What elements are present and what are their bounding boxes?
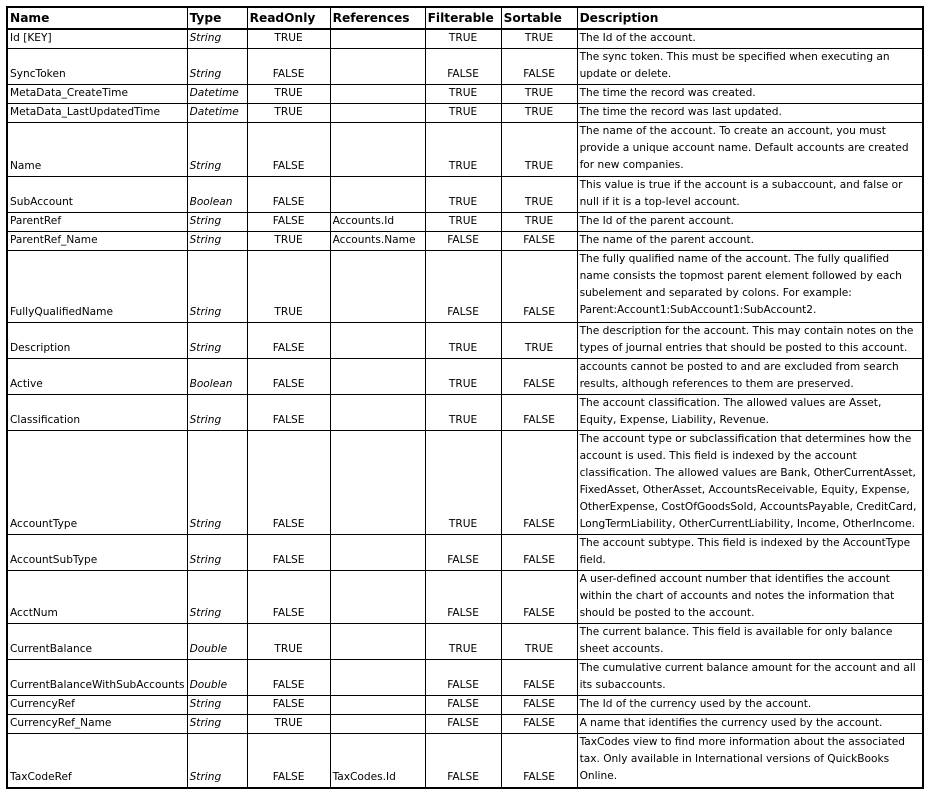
cell-readonly: FALSE: [247, 323, 330, 359]
cell-filterable: TRUE: [425, 85, 501, 104]
cell-filterable: TRUE: [425, 29, 501, 49]
cell-type: String: [187, 49, 247, 85]
cell-references: [330, 624, 425, 660]
cell-description: The Id of the currency used by the account.: [577, 696, 923, 715]
cell-references: [330, 715, 425, 734]
cell-sortable: FALSE: [501, 535, 577, 571]
cell-readonly: FALSE: [247, 359, 330, 395]
cell-references: [330, 177, 425, 213]
cell-references: [330, 535, 425, 571]
cell-sortable: TRUE: [501, 85, 577, 104]
cell-sortable: TRUE: [501, 123, 577, 177]
cell-description: The current balance. This field is available for only balance sheet accounts.: [577, 624, 923, 660]
cell-filterable: FALSE: [425, 660, 501, 696]
cell-references: [330, 395, 425, 431]
cell-name: FullyQualifiedName: [7, 251, 187, 323]
cell-readonly: FALSE: [247, 696, 330, 715]
cell-readonly: TRUE: [247, 232, 330, 251]
table-row: [7, 660, 923, 696]
header-sortable: Sortable: [501, 7, 577, 29]
header-readonly: ReadOnly: [247, 7, 330, 29]
cell-sortable: TRUE: [501, 213, 577, 232]
cell-type: String: [187, 251, 247, 323]
table-row: [7, 85, 923, 104]
cell-references: [330, 85, 425, 104]
cell-description: The account type or subclassification that determines how the account is used. This field is indexed by the account classification. The allowed values are Bank, OtherCurrentAsset, FixedAsset, OtherAsset, AccountsReceivable, Equity, Expense, OtherExpense, CostOfGoodsSold, AccountsPayable, CreditCard, LongTermLiability, OtherCurrentLiability, Income, OtherIncome.: [577, 431, 923, 535]
cell-description: TaxCodes view to find more information about the associated tax. Only available in International versions of QuickBooks Online.: [577, 734, 923, 788]
cell-type: String: [187, 734, 247, 788]
cell-readonly: FALSE: [247, 660, 330, 696]
table-row: [7, 715, 923, 734]
cell-references: [330, 431, 425, 535]
cell-type: Boolean: [187, 359, 247, 395]
cell-type: String: [187, 535, 247, 571]
cell-description: The account classification. The allowed values are Asset, Equity, Expense, Liability, Revenue.: [577, 395, 923, 431]
cell-readonly: TRUE: [247, 29, 330, 49]
cell-name: AccountSubType: [7, 535, 187, 571]
cell-filterable: FALSE: [425, 696, 501, 715]
table-row: [7, 177, 923, 213]
header-row: [7, 7, 923, 29]
cell-readonly: TRUE: [247, 85, 330, 104]
cell-name: ParentRef_Name: [7, 232, 187, 251]
cell-filterable: TRUE: [425, 323, 501, 359]
cell-references: [330, 104, 425, 123]
cell-name: CurrencyRef_Name: [7, 715, 187, 734]
cell-sortable: FALSE: [501, 359, 577, 395]
cell-readonly: FALSE: [247, 431, 330, 535]
cell-name: MetaData_CreateTime: [7, 85, 187, 104]
cell-filterable: TRUE: [425, 395, 501, 431]
cell-references: [330, 696, 425, 715]
cell-name: CurrentBalanceWithSubAccounts: [7, 660, 187, 696]
cell-sortable: FALSE: [501, 571, 577, 624]
cell-readonly: TRUE: [247, 624, 330, 660]
cell-filterable: TRUE: [425, 213, 501, 232]
cell-filterable: TRUE: [425, 177, 501, 213]
table-row: [7, 734, 923, 788]
table-row: [7, 431, 923, 535]
cell-type: String: [187, 395, 247, 431]
cell-description: The description for the account. This may contain notes on the types of journal entries that should be posted to this account.: [577, 323, 923, 359]
cell-filterable: FALSE: [425, 251, 501, 323]
cell-references: [330, 251, 425, 323]
cell-filterable: TRUE: [425, 624, 501, 660]
cell-type: Double: [187, 660, 247, 696]
cell-readonly: TRUE: [247, 251, 330, 323]
cell-name: TaxCodeRef: [7, 734, 187, 788]
cell-filterable: FALSE: [425, 49, 501, 85]
cell-references: Accounts.Id: [330, 213, 425, 232]
cell-sortable: FALSE: [501, 232, 577, 251]
cell-description: This value is true if the account is a subaccount, and false or null if it is a top-level account.: [577, 177, 923, 213]
cell-readonly: FALSE: [247, 123, 330, 177]
cell-type: Datetime: [187, 104, 247, 123]
cell-references: [330, 323, 425, 359]
cell-type: String: [187, 123, 247, 177]
cell-name: Classification: [7, 395, 187, 431]
cell-name: CurrencyRef: [7, 696, 187, 715]
cell-references: [330, 49, 425, 85]
cell-readonly: FALSE: [247, 49, 330, 85]
cell-description: The name of the account. To create an account, you must provide a unique account name. Default accounts are created for new companies.: [577, 123, 923, 177]
cell-type: Datetime: [187, 85, 247, 104]
data-table: [6, 6, 924, 789]
header-references: References: [330, 7, 425, 29]
cell-references: TaxCodes.Id: [330, 734, 425, 788]
cell-description: The fully qualified name of the account. The fully qualified name consists the topmost parent element followed by each subelement and separated by colons. For example: Parent:Account1:SubAccount1:SubAccount2.: [577, 251, 923, 323]
cell-sortable: FALSE: [501, 251, 577, 323]
cell-name: CurrentBalance: [7, 624, 187, 660]
cell-readonly: FALSE: [247, 535, 330, 571]
cell-name: AccountType: [7, 431, 187, 535]
cell-type: String: [187, 323, 247, 359]
header-description: Description: [577, 7, 923, 29]
cell-type: String: [187, 431, 247, 535]
cell-description: accounts cannot be posted to and are excluded from search results, although references to them are preserved.: [577, 359, 923, 395]
cell-filterable: FALSE: [425, 715, 501, 734]
table-row: [7, 29, 923, 49]
cell-type: Boolean: [187, 177, 247, 213]
table-row: [7, 624, 923, 660]
cell-references: [330, 123, 425, 177]
cell-references: [330, 359, 425, 395]
header-filterable: Filterable: [425, 7, 501, 29]
cell-type: String: [187, 715, 247, 734]
cell-sortable: FALSE: [501, 660, 577, 696]
cell-filterable: FALSE: [425, 734, 501, 788]
cell-sortable: FALSE: [501, 431, 577, 535]
table-row: [7, 395, 923, 431]
cell-sortable: TRUE: [501, 29, 577, 49]
cell-type: Double: [187, 624, 247, 660]
cell-type: String: [187, 232, 247, 251]
cell-readonly: FALSE: [247, 213, 330, 232]
cell-sortable: TRUE: [501, 323, 577, 359]
cell-sortable: FALSE: [501, 395, 577, 431]
cell-name: Id [KEY]: [7, 29, 187, 49]
table-row: [7, 213, 923, 232]
cell-name: SubAccount: [7, 177, 187, 213]
table-body: [7, 29, 923, 788]
cell-sortable: TRUE: [501, 624, 577, 660]
cell-filterable: TRUE: [425, 431, 501, 535]
cell-references: [330, 571, 425, 624]
cell-readonly: FALSE: [247, 395, 330, 431]
cell-sortable: FALSE: [501, 696, 577, 715]
cell-description: The Id of the parent account.: [577, 213, 923, 232]
cell-filterable: TRUE: [425, 104, 501, 123]
cell-description: The time the record was created.: [577, 85, 923, 104]
table-row: [7, 232, 923, 251]
cell-readonly: TRUE: [247, 104, 330, 123]
cell-name: MetaData_LastUpdatedTime: [7, 104, 187, 123]
cell-filterable: TRUE: [425, 359, 501, 395]
cell-filterable: TRUE: [425, 123, 501, 177]
table-row: [7, 251, 923, 323]
cell-type: String: [187, 696, 247, 715]
table-row: [7, 123, 923, 177]
cell-description: The sync token. This must be specified when executing an update or delete.: [577, 49, 923, 85]
cell-name: Description: [7, 323, 187, 359]
cell-name: ParentRef: [7, 213, 187, 232]
table-row: [7, 571, 923, 624]
cell-references: [330, 660, 425, 696]
header-name: Name: [7, 7, 187, 29]
cell-readonly: FALSE: [247, 734, 330, 788]
cell-description: The account subtype. This field is indexed by the AccountType field.: [577, 535, 923, 571]
cell-readonly: TRUE: [247, 715, 330, 734]
cell-name: AcctNum: [7, 571, 187, 624]
cell-description: The time the record was last updated.: [577, 104, 923, 123]
cell-description: A user-defined account number that identifies the account within the chart of accounts and notes the information that should be posted to the account.: [577, 571, 923, 624]
cell-description: The name of the parent account.: [577, 232, 923, 251]
cell-type: String: [187, 213, 247, 232]
cell-sortable: TRUE: [501, 104, 577, 123]
table-row: [7, 323, 923, 359]
cell-sortable: FALSE: [501, 734, 577, 788]
cell-filterable: FALSE: [425, 232, 501, 251]
cell-readonly: FALSE: [247, 571, 330, 624]
cell-sortable: FALSE: [501, 715, 577, 734]
table-row: [7, 696, 923, 715]
table-row: [7, 49, 923, 85]
cell-description: A name that identifies the currency used by the account.: [577, 715, 923, 734]
table-row: [7, 359, 923, 395]
cell-type: String: [187, 571, 247, 624]
cell-filterable: FALSE: [425, 535, 501, 571]
table-row: [7, 104, 923, 123]
cell-references: Accounts.Name: [330, 232, 425, 251]
table-row: [7, 535, 923, 571]
header-type: Type: [187, 7, 247, 29]
cell-filterable: FALSE: [425, 571, 501, 624]
cell-sortable: FALSE: [501, 49, 577, 85]
cell-type: String: [187, 29, 247, 49]
cell-readonly: FALSE: [247, 177, 330, 213]
cell-sortable: TRUE: [501, 177, 577, 213]
cell-name: Active: [7, 359, 187, 395]
cell-description: The Id of the account.: [577, 29, 923, 49]
cell-references: [330, 29, 425, 49]
cell-name: Name: [7, 123, 187, 177]
cell-description: The cumulative current balance amount for the account and all its subaccounts.: [577, 660, 923, 696]
cell-name: SyncToken: [7, 49, 187, 85]
